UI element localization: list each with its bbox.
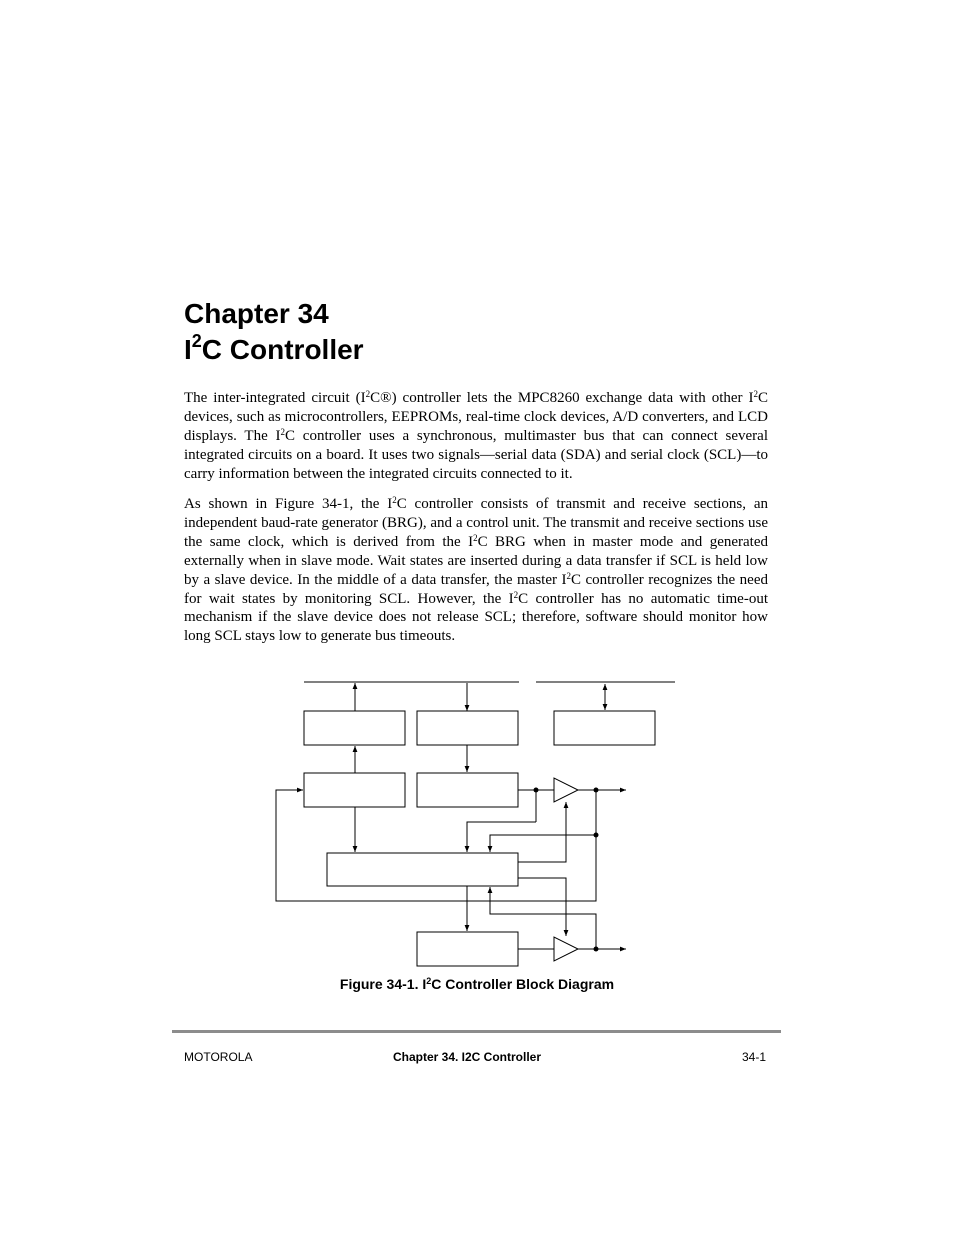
figure-caption bbox=[0, 976, 954, 992]
footer-page-number: 34-1 bbox=[741, 1050, 766, 1064]
text-run: C®) controller lets the MPC8260 exchange data with other I bbox=[370, 390, 754, 406]
junction-dot bbox=[534, 788, 539, 793]
block-top-middle bbox=[417, 711, 518, 745]
block-mid-middle bbox=[417, 773, 518, 807]
text-run: C BRG when in master mode and generated externally when in slave mode. Wait states are inserted during a data transfer if SCL is held low by a slave device. In the middle of a data transfer, the master I bbox=[184, 533, 769, 588]
caption-prefix: Figure 34-1. I bbox=[339, 976, 427, 992]
buffer-upper bbox=[554, 778, 578, 802]
superscript: 2 bbox=[365, 389, 371, 399]
footer-company: MOTOROLA bbox=[184, 1050, 253, 1064]
caption-superscript: 2 bbox=[426, 976, 432, 986]
block-mid-left bbox=[304, 773, 405, 807]
footer-divider bbox=[172, 1030, 781, 1033]
text-run: C controller recognizes the need for wait states by monitoring SCL. However, the I bbox=[184, 571, 768, 607]
buffer-lower bbox=[554, 937, 578, 961]
junction-dot bbox=[594, 788, 599, 793]
superscript: 2 bbox=[753, 389, 758, 399]
block-top-left bbox=[304, 711, 405, 745]
title-superscript: 2 bbox=[191, 330, 202, 351]
block-control bbox=[327, 853, 518, 886]
superscript: 2 bbox=[392, 495, 397, 505]
text-run: The inter-integrated circuit (I bbox=[184, 390, 366, 406]
text-run: C devices, such as microcontrollers, EEPROMs, real-time clock devices, A/D converters, and LCD displays. The I bbox=[184, 390, 768, 444]
chapter-label: Chapter 34 bbox=[184, 298, 329, 329]
superscript: 2 bbox=[513, 589, 519, 600]
title-rest: C Controller bbox=[201, 334, 364, 365]
block-top-right bbox=[554, 711, 655, 745]
caption-rest: C Controller Block Diagram bbox=[431, 976, 615, 992]
text-run: C controller uses a synchronous, multimaster bus that can connect several integrated circuits on a board. It uses two signals—serial data (SDA) and serial clock (SCL)—to carry information between the integrated circuits connected to it. bbox=[184, 427, 769, 482]
title-prefix: I bbox=[184, 334, 192, 365]
text-run: C controller consists of transmit and receive sections, an independent baud-rate generator (BRG), and a control unit. The transmit and receive sections use the same clock, which is derived from the I bbox=[184, 496, 768, 550]
superscript: 2 bbox=[473, 532, 478, 543]
block-bottom bbox=[417, 932, 518, 966]
superscript: 2 bbox=[566, 570, 571, 581]
text-run: As shown in Figure 34-1, the I bbox=[184, 496, 393, 512]
footer-chapter: Chapter 34. I2C Controller bbox=[392, 1050, 542, 1064]
junction-dot bbox=[594, 833, 599, 838]
junction-dot bbox=[594, 947, 599, 952]
superscript: 2 bbox=[280, 426, 286, 437]
text-run: C controller has no automatic time-out mechanism if the slave device does not release SCL; therefore, software should monitor how long SCL stays low to generate bus timeouts. bbox=[184, 590, 768, 645]
